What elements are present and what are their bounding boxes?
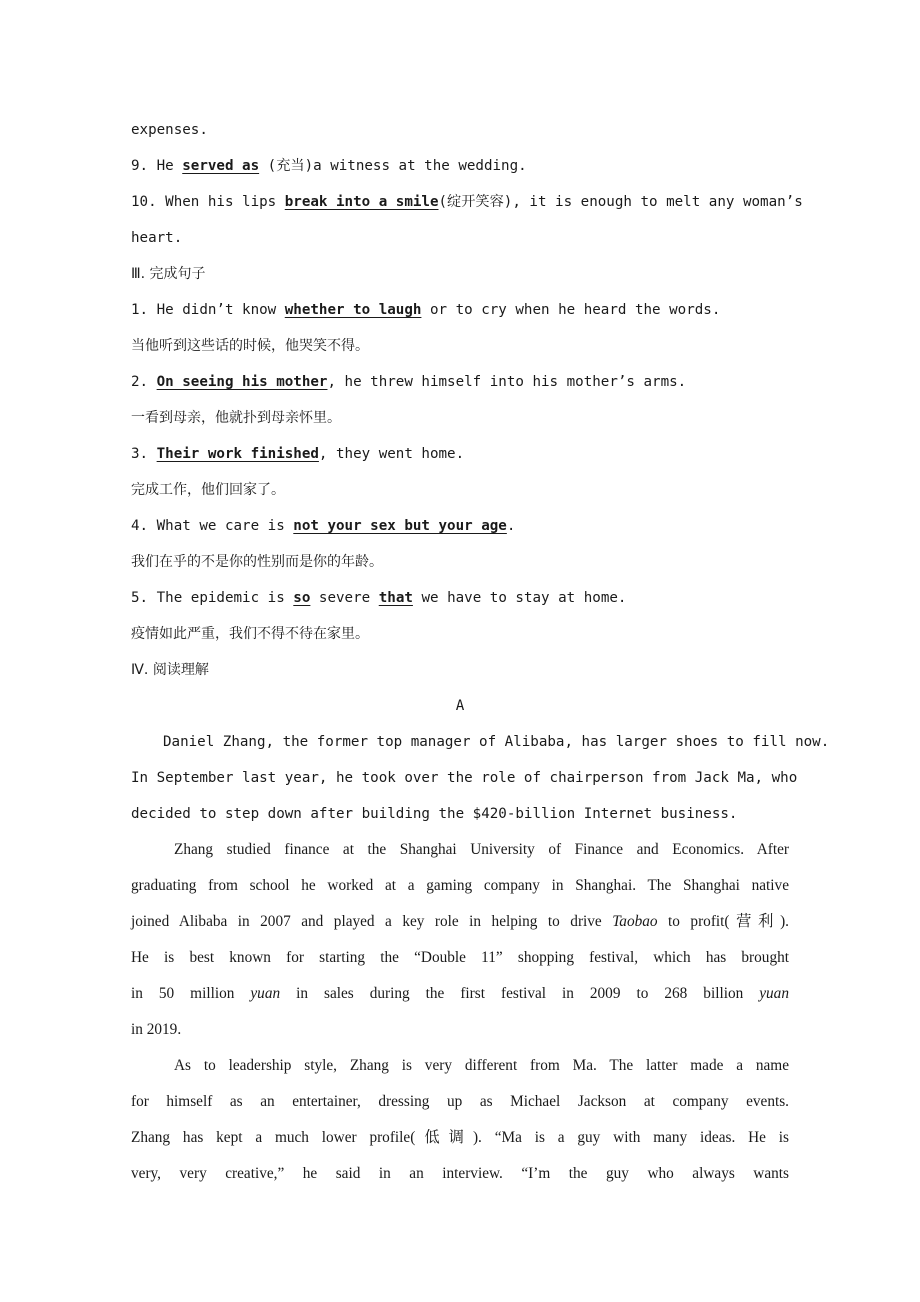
answer-text: served as [182,158,260,174]
item-prefix: 2. [131,374,157,390]
item-prefix: 4. What we care is [131,518,294,534]
section-heading-iv [131,652,209,688]
paragraph-text: in sales during the first festival in 2009 to 268 billion [280,985,760,1002]
translation-text: 疫情如此严重，我们不得不待在家里。 [131,626,369,642]
italic-term: yuan [250,985,281,1002]
heading-text: Ⅳ. 阅读理解 [131,662,209,678]
sentence-item-4 [131,508,515,544]
answer-text: so [293,590,311,606]
vocab-item-10 [131,184,803,220]
text-line [131,220,182,256]
paragraph-text: Zhang has kept a much lower profile(低调). “Ma is a guy with many ideas. He is [131,1129,789,1146]
paragraph-2-line [131,976,789,1012]
paragraph-3-line [131,1120,789,1156]
paragraph-3-line [131,1084,789,1120]
paragraph-text: in 2019. [131,1021,182,1038]
paragraph-text: decided to step down after building the $420-billion Internet business. [131,806,738,822]
answer-text: break into a smile [284,194,439,210]
item-prefix: 5. The epidemic is [131,590,294,606]
section-heading-iii [131,256,206,292]
italic-term: Taobao [612,913,658,930]
item-rest: or to cry when he heard the words. [421,302,721,318]
paragraph-2-line [131,1012,181,1048]
item-prefix: 3. [131,446,157,462]
paragraph-1-line [131,760,798,796]
text-line [131,112,208,148]
paragraph-2-line [131,904,789,940]
text-fragment: expenses. [131,122,208,138]
translation-line [131,616,369,652]
paragraph-text: As to leadership style, Zhang is very different from Ma. The latter made a name [174,1057,789,1074]
translation-text: 当他听到这些话的时候，他哭笑不得。 [131,338,369,354]
paragraph-2-line [131,940,789,976]
vocab-item-9 [131,148,527,184]
sentence-item-5 [131,580,626,616]
paragraph-text: very, very creative,” he said in an interview. “I’m the guy who always wants [131,1165,789,1182]
item-rest: , they went home. [318,446,465,462]
translation-text: 完成工作，他们回家了。 [131,482,285,498]
passage-label-text: A [455,698,465,714]
item-mid: severe [310,590,379,606]
text-fragment: heart. [131,230,183,246]
translation-text: 我们在乎的不是你的性别而是你的年龄。 [131,554,383,570]
paragraph-text: joined Alibaba in 2007 and played a key role in helping to drive [131,913,613,930]
paragraph-2-line [131,868,789,904]
paragraph-1-line [131,796,737,832]
answer-text: that [378,590,413,606]
answer-text: Their work finished [156,446,319,462]
item-rest: (充当)a witness at the wedding. [259,158,527,174]
paragraph-text: to profit(营利). [657,913,789,930]
answer-text: not your sex but your age [293,518,507,534]
paragraph-text: In September last year, he took over the role of chairperson from Jack Ma, who [131,770,798,786]
item-rest: . [506,518,516,534]
paragraph-text: graduating from school he worked at a gaming company in Shanghai. The Shanghai native [131,877,789,894]
answer-text: On seeing his mother [156,374,328,390]
passage-label [131,688,789,724]
italic-term: yuan [759,985,789,1002]
item-rest: , he threw himself into his mother’s arms. [327,374,687,390]
item-prefix: 10. When his lips [131,194,285,210]
translation-line [131,544,383,580]
paragraph-3-line [131,1048,789,1084]
paragraph-text: He is best known for starting the “Double 11” shopping festival, which has brought [131,949,789,966]
item-prefix: 9. He [131,158,183,174]
paragraph-2-line [131,832,789,868]
sentence-item-2 [131,364,686,400]
translation-line [131,328,369,364]
sentence-item-3 [131,436,464,472]
sentence-item-1 [131,292,720,328]
paragraph-text: Daniel Zhang, the former top manager of Alibaba, has larger shoes to fill now. [163,734,830,750]
paragraph-text: in 50 million [131,985,251,1002]
translation-line [131,400,341,436]
answer-text: whether to laugh [284,302,422,318]
item-prefix: 1. He didn’t know [131,302,285,318]
translation-text: 一看到母亲，他就扑到母亲怀里。 [131,410,341,426]
paragraph-3-line [131,1156,789,1192]
paragraph-text: for himself as an entertainer, dressing up as Michael Jackson at company events. [131,1093,789,1110]
translation-line [131,472,285,508]
heading-text: Ⅲ. 完成句子 [131,266,206,282]
paragraph-text: Zhang studied finance at the Shanghai University of Finance and Economics. After [174,841,789,858]
item-rest: (绽开笑容), it is enough to melt any woman’s [438,194,803,210]
item-rest: we have to stay at home. [412,590,627,606]
paragraph-1-line [131,724,830,760]
